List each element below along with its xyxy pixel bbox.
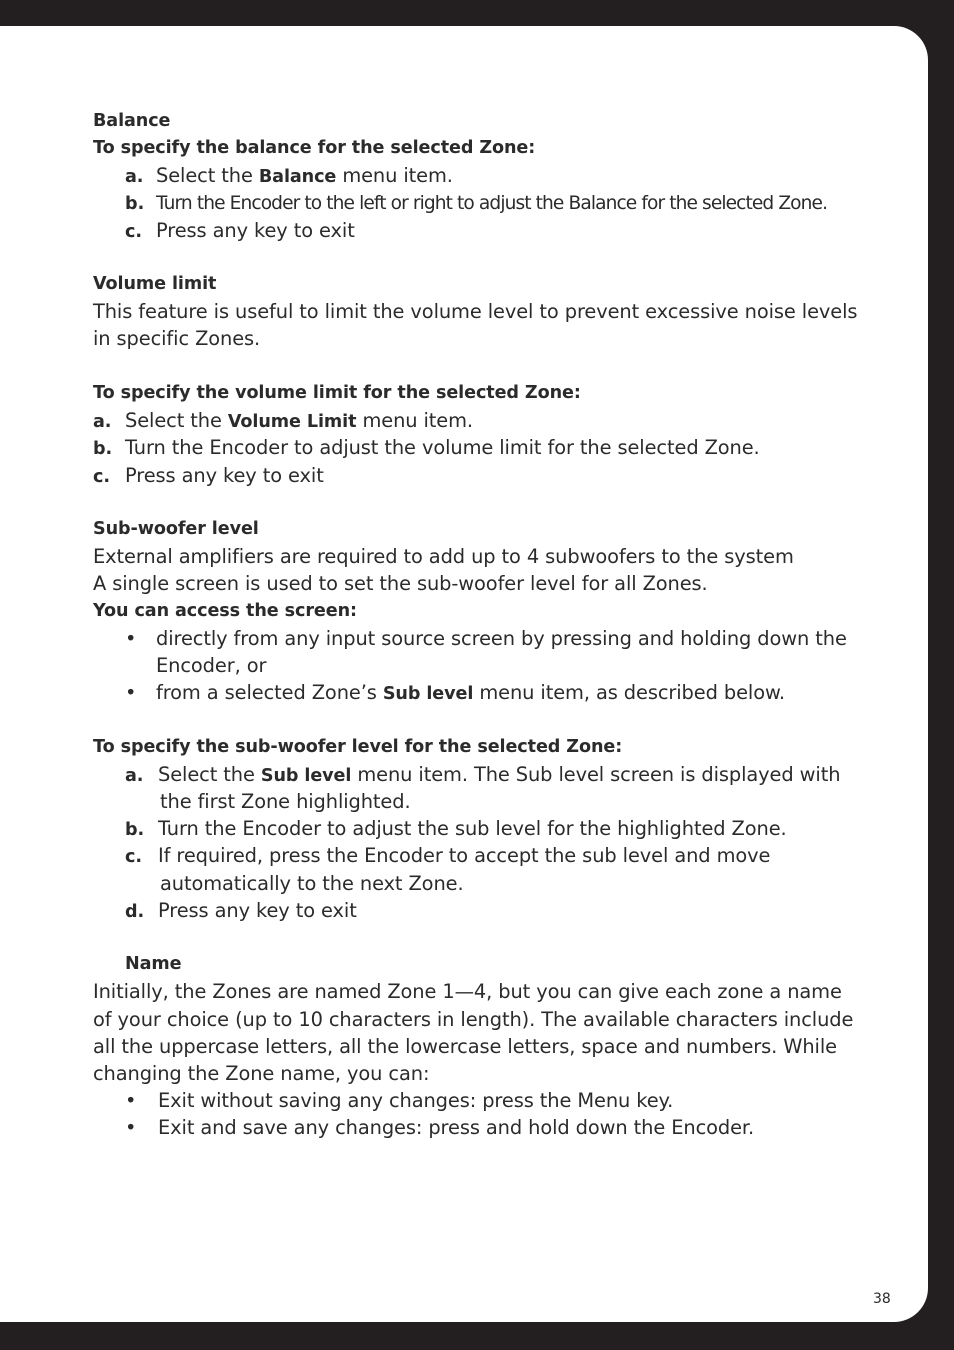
balance-intro: To specify the balance for the selected Zone: [93, 138, 536, 158]
subwoofer-step-d: d. Press any key to exit [125, 899, 357, 922]
name-item-2: • Exit and save any changes: press and hold down the Encoder. [125, 1116, 755, 1139]
bullet: • [125, 1089, 137, 1112]
name-desc-line2: of your choice (up to 10 characters in length). The available characters include [93, 1008, 854, 1031]
balance-heading: Balance [93, 111, 171, 131]
subwoofer-step-a-cont: the first Zone highlighted. [160, 790, 411, 813]
name-item-1: • Exit without saving any changes: press the Menu key. [125, 1089, 674, 1112]
subwoofer-access-item-1-cont: Encoder, or [156, 654, 267, 677]
volume-step-b: b. Turn the Encoder to adjust the volume limit for the selected Zone. [93, 436, 760, 459]
name-heading: Name [125, 954, 182, 974]
name-desc-line1: Initially, the Zones are named Zone 1—4, but you can give each zone a name [93, 980, 842, 1003]
subwoofer-intro: To specify the sub-woofer level for the selected Zone: [93, 737, 623, 757]
subwoofer-desc-line2: A single screen is used to set the sub-woofer level for all Zones. [93, 572, 708, 595]
bullet: • [125, 627, 137, 650]
balance-step-b: b. Turn the Encoder to the left or right to adjust the Balance for the selected Zone. [125, 193, 828, 214]
subwoofer-step-c: c. If required, press the Encoder to accept the sub level and move [125, 844, 771, 867]
subwoofer-access-intro: You can access the screen: [93, 601, 357, 621]
subwoofer-step-c-cont: automatically to the next Zone. [160, 872, 464, 895]
subwoofer-step-b: b. Turn the Encoder to adjust the sub level for the highlighted Zone. [125, 817, 787, 840]
subwoofer-access-item-1: • directly from any input source screen by pressing and holding down the [125, 627, 847, 650]
volume-step-c: c. Press any key to exit [93, 464, 324, 487]
subwoofer-access-item-2: • from a selected Zone’s Sub level menu item, as described below. [125, 681, 785, 704]
subwoofer-step-a: a. Select the Sub level menu item. The Sub level screen is displayed with [125, 763, 841, 786]
subwoofer-heading: Sub-woofer level [93, 519, 259, 539]
document-page [0, 26, 928, 1322]
bullet: • [125, 1116, 137, 1139]
volume-step-a: a. Select the Volume Limit menu item. [93, 409, 473, 432]
balance-step-c: c. Press any key to exit [125, 219, 355, 242]
volume-desc-line1: This feature is useful to limit the volume level to prevent excessive noise levels [93, 300, 858, 323]
volume-intro: To specify the volume limit for the selected Zone: [93, 383, 581, 403]
page-number: 38 [873, 1291, 891, 1307]
name-desc-line4: changing the Zone name, you can: [93, 1062, 430, 1085]
subwoofer-desc-line1: External amplifiers are required to add up to 4 subwoofers to the system [93, 545, 794, 568]
name-desc-line3: all the uppercase letters, all the lowercase letters, space and numbers. While [93, 1035, 837, 1058]
balance-step-a: a. Select the Balance menu item. [125, 164, 453, 187]
bullet: • [125, 681, 137, 704]
volume-desc-line2: in specific Zones. [93, 327, 261, 350]
volume-heading: Volume limit [93, 274, 217, 294]
